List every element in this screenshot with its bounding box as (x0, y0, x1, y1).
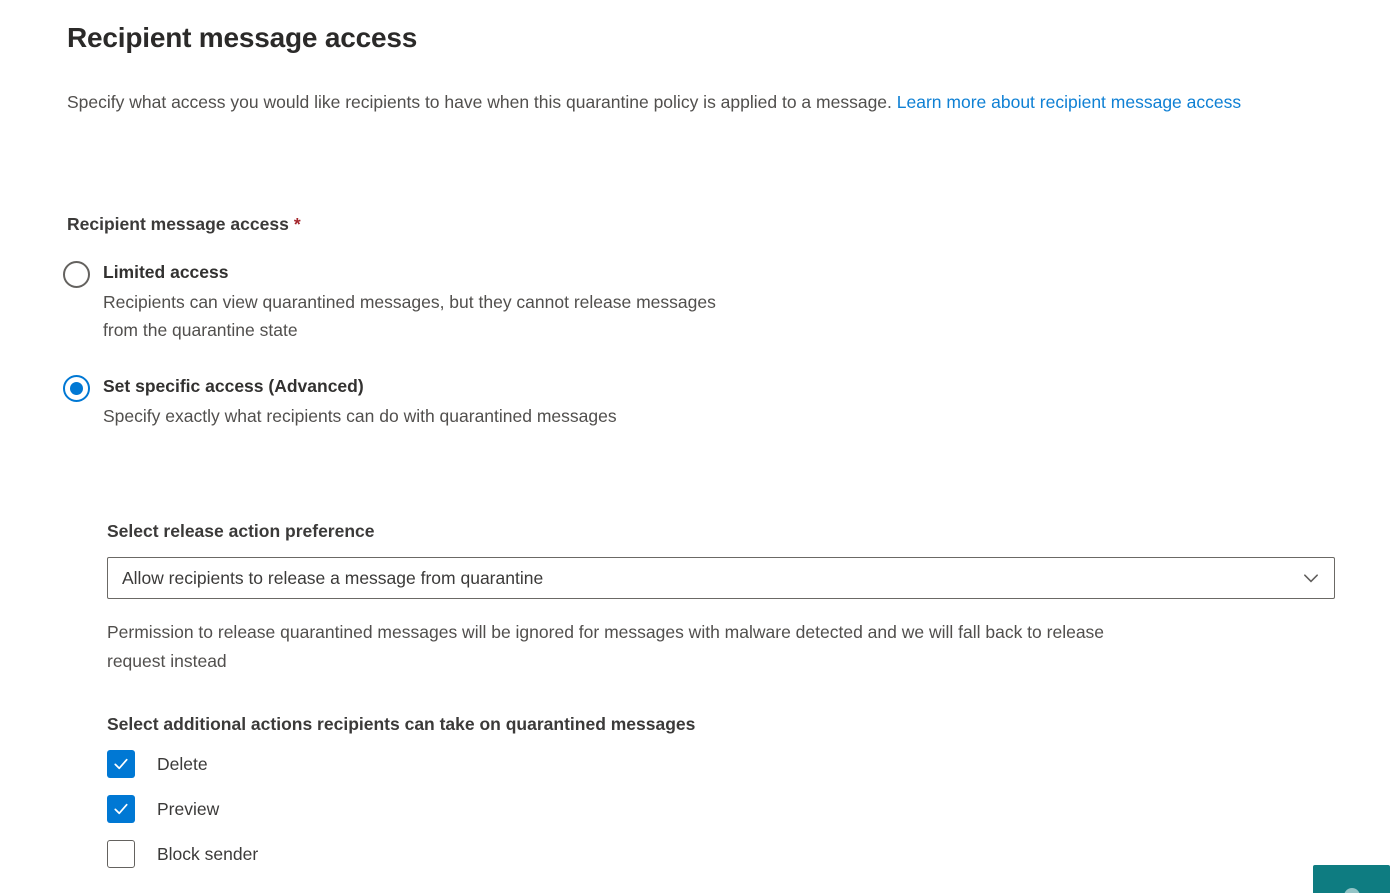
option-description-line: from the quarantine state (103, 320, 298, 340)
option-label: Limited access (103, 262, 229, 282)
checkbox-preview[interactable] (107, 795, 135, 823)
option-label: Set specific access (Advanced) (103, 376, 364, 396)
field-label (67, 214, 301, 235)
required-asterisk: * (293, 214, 301, 234)
dropdown-selected-value: Allow recipients to release a message from quarantine (122, 567, 544, 588)
additional-actions-checkbox-group (107, 750, 1335, 868)
intro-paragraph (67, 88, 1339, 117)
checkbox-delete[interactable] (107, 750, 135, 778)
radio-option-set-specific-access[interactable] (63, 374, 617, 430)
feedback-button[interactable] (1313, 865, 1390, 893)
radio-option-limited-access[interactable] (63, 260, 716, 344)
intro-text: Specify what access you would like recipients to have when this quarantine policy is applied to a message. (67, 92, 897, 112)
checkbox-row-delete[interactable] (107, 750, 1335, 778)
option-description (103, 402, 617, 430)
radio-dot (70, 382, 83, 395)
check-icon (111, 799, 131, 819)
checkbox-label: Block sender (157, 843, 259, 864)
additional-actions-label: Select additional actions recipients can take on quarantined messages (107, 714, 696, 734)
release-action-label: Select release action preference (107, 521, 375, 541)
field-label-text: Recipient message access (67, 214, 289, 234)
option-description-line: Recipients can view quarantined messages, but they cannot release messages (103, 292, 716, 312)
learn-more-link[interactable]: Learn more about recipient message access (896, 92, 1242, 112)
advanced-settings-section (107, 518, 1335, 868)
checkbox-block-sender[interactable] (107, 840, 135, 868)
option-description (103, 288, 716, 344)
option-content (103, 374, 617, 430)
checkbox-label: Delete (157, 753, 208, 774)
note-line: request instead (107, 651, 227, 671)
checkbox-row-block-sender[interactable] (107, 840, 1335, 868)
release-action-preference-dropdown[interactable] (107, 557, 1335, 599)
radio-button-selected[interactable] (63, 375, 90, 402)
note-line: Permission to release quarantined messages will be ignored for messages with malware detected and we will fall back to release (107, 622, 1105, 642)
chevron-down-icon (1302, 569, 1320, 587)
page-title: Recipient message access (67, 22, 418, 53)
radio-button-unselected[interactable] (63, 261, 90, 288)
option-content (103, 260, 716, 344)
checkbox-label: Preview (157, 798, 220, 819)
check-icon (111, 754, 131, 774)
release-action-note (107, 618, 1335, 676)
option-description-line: Specify exactly what recipients can do with quarantined messages (103, 406, 617, 426)
feedback-icon (1344, 888, 1360, 893)
checkbox-row-preview[interactable] (107, 795, 1335, 823)
